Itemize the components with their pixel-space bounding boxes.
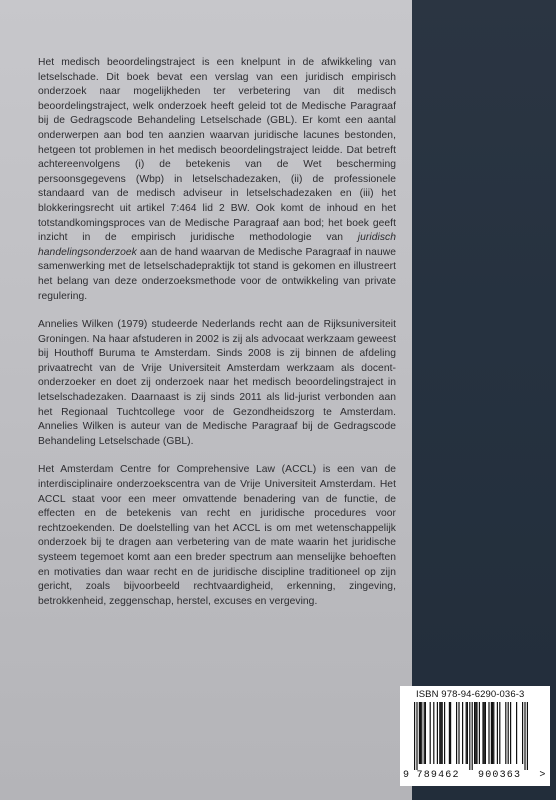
barcode-bar [449, 702, 450, 764]
barcode-bar [421, 702, 422, 764]
barcode-bar [522, 702, 523, 764]
barcode-bar [430, 702, 431, 764]
barcode-bar [440, 702, 441, 764]
barcode-bar [416, 702, 417, 770]
barcode-bar [479, 702, 480, 764]
barcode-digit-first: 9 [403, 770, 410, 781]
barcode-bar [492, 702, 493, 764]
barcode-digits-left: 789462 [416, 770, 460, 781]
barcode-bar [458, 702, 459, 764]
blurb-paragraph-accl: Het Amsterdam Centre for Comprehensive Law (ACCL) is een van de interdisciplinaire onderzoekscentra van de Vrije Universiteit Amsterdam. Het ACCL staat voor een meer omvattende benadering van de functie, de effecten en de betekenis van recht en juridische procedures voor rechtzoekenden. De doelstelling van het ACCL is om met wetenschappelijk onderzoek bij te dragen aan verbetering van de mate waarin het juridische systeem tegemoet komt aan een breder spectrum aan menselijke behoeften en motivaties dan waar recht en de juridische discipline traditioneel op zijn gericht, zoals bijvoorbeeld rechtvaardigheid, erkenning, zingeving, betrokkenheid, zeggenschap, herstel, excuses en vergeving. [38, 464, 396, 607]
barcode-bar [484, 702, 485, 764]
blurb-text-column [38, 56, 396, 623]
barcode-bar [437, 702, 438, 764]
barcode-bar [524, 702, 525, 770]
barcode-bar [444, 702, 445, 764]
barcode-bar [527, 702, 528, 770]
summary-text-part-b: aan de hand waarvan de Medische Paragraaf in nauwe samenwerking met de letselschadepraktijk tot stand is gekomen en illustreert het belang van deze onderzoeksmethode voor de ontwikkeling van private regulering. [38, 246, 396, 302]
barcode-bar [516, 702, 517, 764]
barcode-bar [482, 702, 483, 764]
barcode-bar [474, 702, 475, 764]
blurb-paragraph-summary [38, 56, 396, 304]
barcode-bar [420, 702, 421, 764]
blurb-paragraph-author-bio: Annelies Wilken (1979) studeerde Nederlands recht aan de Rijksuniversiteit Groningen. Na haar afstuderen in 2002 is zij als advocaat werkzaam geweest bij Houthoff Buruma te Amsterdam. Sinds 2008 is zij binnen de afdeling privaatrecht van de Vrije Universiteit Amsterdam werkzaam als docent-onderzoeker en doet zij onderzoek naar het medisch beoordelingstraject in letselschadezaken. Daarnaast is zij sinds 2011 als lid-jurist verbonden aan het Regionaal Tuchtcollege voor de Gezondheidszorg te Amsterdam. Annelies Wilken is auteur van de Medische Paragraaf bij de Gedragscode Behandeling Letselschade (GBL). [38, 319, 396, 447]
barcode-bar [493, 702, 494, 764]
barcode-panel [400, 686, 550, 786]
barcode-bar [476, 702, 477, 764]
barcode-bar [450, 702, 451, 764]
barcode-bar [510, 702, 511, 764]
barcode-bar [439, 702, 440, 764]
dark-blue-band [412, 0, 556, 800]
barcode-digits-right: 900363 [478, 770, 522, 781]
barcode-bar [456, 702, 457, 764]
barcode-bar [472, 702, 473, 770]
barcode-arrow: > [539, 770, 546, 781]
barcode-bar [475, 702, 476, 764]
barcode-bar [442, 702, 443, 764]
barcode-bar [508, 702, 509, 764]
barcode-bar [466, 702, 467, 764]
summary-text-part-a: Het medisch beoordelingstraject is een knelpunt in de afwikkeling van letselschade. Dit boek bevat een verslag van een juridisch empirisch onderzoek naar mogelijkheden ter verbetering van dit medisch beoordelingstraject, welk onderzoek heeft geleid tot de Medische Paragraaf bij de Gedragscode Behandeling Letselschade (GBL). Er komt een aantal onderwerpen aan bod ten aanzien waarvan juridische lacunes bestonden, hetgeen tot problemen in het medisch beoordelingstraject leidde. Dat betreft achtereenvolgens (i) de betekenis van de Wet bescherming persoonsgegevens (Wbp) in letselschadezaken, (ii) de professionele standaard van de medisch adviseur in letselschadezaken en (iii) het blokkeringsrecht uit artikel 7:464 lid 2 BW. Ook komt de inhoud en het totstandkomingsproces van de Medische Paragraaf aan bod; het boek geeft inzicht in de empirisch juridische methodologie van [38, 57, 396, 244]
barcode-bar [499, 702, 500, 764]
barcode-bar [414, 702, 415, 770]
summary-emphasis: juridisch handelingsonderzoek [38, 232, 396, 258]
barcode-digits [403, 770, 549, 781]
barcode-bar [425, 702, 426, 764]
barcode-bar [488, 702, 489, 764]
isbn-label: ISBN 978-94-6290-036-3 [416, 689, 525, 700]
barcode-icon [414, 702, 536, 770]
barcode-bar [485, 702, 486, 764]
barcode-bar [467, 702, 468, 764]
barcode-bar [424, 702, 425, 764]
barcode-bar [491, 702, 492, 764]
barcode-bar [505, 702, 506, 764]
barcode-bar [462, 702, 463, 764]
barcode-bar [497, 702, 498, 764]
barcode-bar [433, 702, 434, 764]
barcode-bar [469, 702, 470, 770]
barcode-bar [419, 702, 420, 764]
